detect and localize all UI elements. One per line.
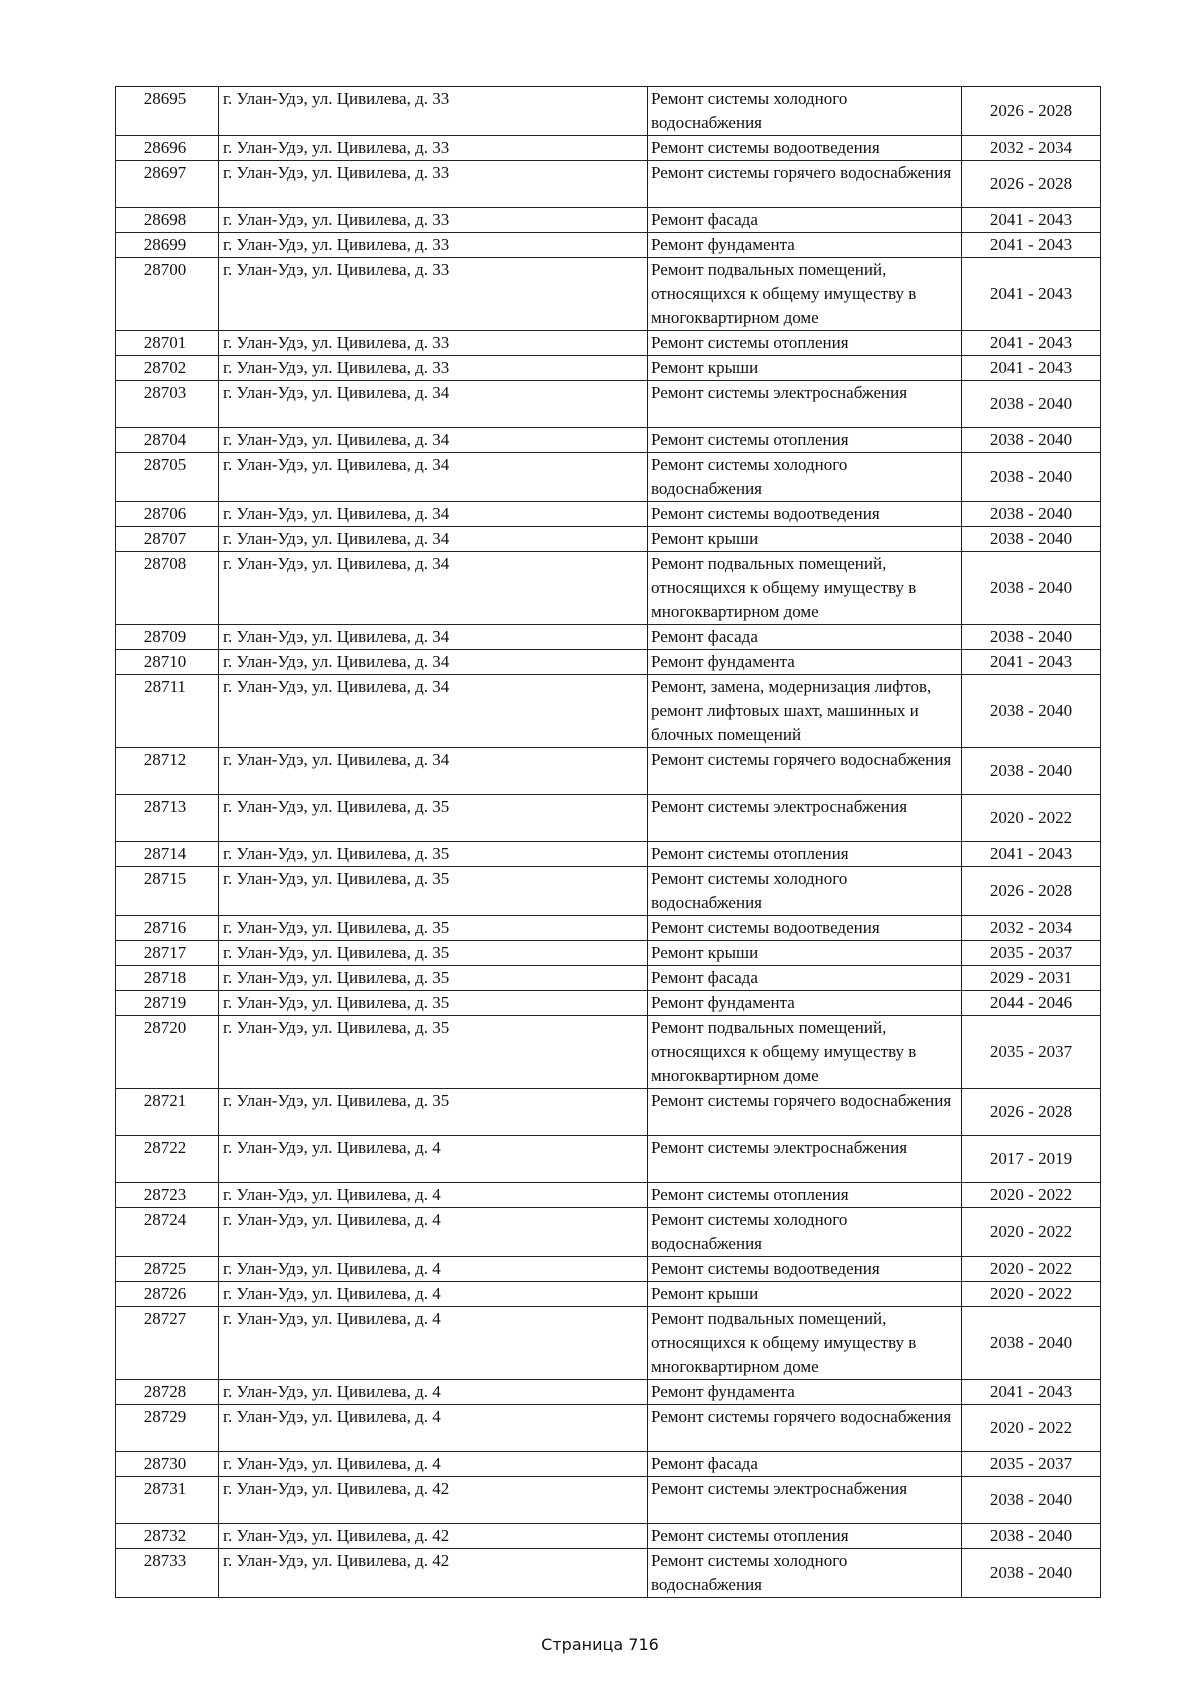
- table-row: [116, 1452, 1101, 1477]
- table-row: [116, 1136, 1101, 1183]
- row-period-cell: 2017 - 2019: [962, 1136, 1101, 1183]
- table-row: [116, 527, 1101, 552]
- row-id-cell: 28709: [116, 625, 219, 650]
- row-work-cell: Ремонт фасада: [648, 208, 962, 233]
- table-row: [116, 1549, 1101, 1598]
- row-period-cell: 2035 - 2037: [962, 1452, 1101, 1477]
- row-id-cell: 28695: [116, 87, 219, 136]
- row-id-cell: 28733: [116, 1549, 219, 1598]
- row-address-cell: г. Улан-Удэ, ул. Цивилева, д. 33: [219, 87, 648, 136]
- row-id-cell: 28703: [116, 381, 219, 428]
- table-row: [116, 1524, 1101, 1549]
- row-period-cell: 2020 - 2022: [962, 1257, 1101, 1282]
- row-work-cell: Ремонт системы отопления: [648, 331, 962, 356]
- row-period-cell: 2038 - 2040: [962, 748, 1101, 795]
- row-address-cell: г. Улан-Удэ, ул. Цивилева, д. 35: [219, 842, 648, 867]
- row-work-cell: Ремонт фасада: [648, 625, 962, 650]
- row-id-cell: 28714: [116, 842, 219, 867]
- row-address-cell: г. Улан-Удэ, ул. Цивилева, д. 4: [219, 1183, 648, 1208]
- row-id-cell: 28719: [116, 991, 219, 1016]
- row-period-cell: 2041 - 2043: [962, 356, 1101, 381]
- row-period-cell: 2026 - 2028: [962, 1089, 1101, 1136]
- row-period-cell: 2026 - 2028: [962, 867, 1101, 916]
- row-period-cell: 2038 - 2040: [962, 453, 1101, 502]
- row-work-cell: Ремонт системы электроснабжения: [648, 795, 962, 842]
- row-id-cell: 28726: [116, 1282, 219, 1307]
- row-work-cell: Ремонт крыши: [648, 356, 962, 381]
- table-row: [116, 331, 1101, 356]
- table-row: [116, 161, 1101, 208]
- row-period-cell: 2026 - 2028: [962, 87, 1101, 136]
- row-id-cell: 28697: [116, 161, 219, 208]
- row-address-cell: г. Улан-Удэ, ул. Цивилева, д. 34: [219, 527, 648, 552]
- row-work-cell: Ремонт фасада: [648, 1452, 962, 1477]
- row-period-cell: 2038 - 2040: [962, 428, 1101, 453]
- table-row: [116, 258, 1101, 331]
- page-number: Страница 716: [541, 1635, 659, 1654]
- table-row: [116, 966, 1101, 991]
- table-row: [116, 381, 1101, 428]
- table-row: [116, 748, 1101, 795]
- row-period-cell: 2041 - 2043: [962, 233, 1101, 258]
- row-id-cell: 28724: [116, 1208, 219, 1257]
- row-work-cell: Ремонт системы холодного водоснабжения: [648, 867, 962, 916]
- row-period-cell: 2038 - 2040: [962, 625, 1101, 650]
- row-period-cell: 2020 - 2022: [962, 1405, 1101, 1452]
- row-address-cell: г. Улан-Удэ, ул. Цивилева, д. 34: [219, 453, 648, 502]
- row-work-cell: Ремонт системы водоотведения: [648, 1257, 962, 1282]
- row-period-cell: 2032 - 2034: [962, 916, 1101, 941]
- row-period-cell: 2038 - 2040: [962, 675, 1101, 748]
- row-id-cell: 28720: [116, 1016, 219, 1089]
- row-work-cell: Ремонт подвальных помещений, относящихся к общему имуществу в многоквартирном доме: [648, 258, 962, 331]
- row-address-cell: г. Улан-Удэ, ул. Цивилева, д. 4: [219, 1452, 648, 1477]
- table-row: [116, 1208, 1101, 1257]
- row-address-cell: г. Улан-Удэ, ул. Цивилева, д. 4: [219, 1208, 648, 1257]
- row-work-cell: Ремонт системы водоотведения: [648, 502, 962, 527]
- row-work-cell: Ремонт системы отопления: [648, 1524, 962, 1549]
- row-address-cell: г. Улан-Удэ, ул. Цивилева, д. 35: [219, 867, 648, 916]
- table-row: [116, 502, 1101, 527]
- row-work-cell: Ремонт системы отопления: [648, 428, 962, 453]
- row-work-cell: Ремонт подвальных помещений, относящихся к общему имуществу в многоквартирном доме: [648, 1016, 962, 1089]
- row-work-cell: Ремонт системы холодного водоснабжения: [648, 1549, 962, 1598]
- table-row: [116, 991, 1101, 1016]
- row-address-cell: г. Улан-Удэ, ул. Цивилева, д. 4: [219, 1257, 648, 1282]
- row-address-cell: г. Улан-Удэ, ул. Цивилева, д. 33: [219, 331, 648, 356]
- table-row: [116, 842, 1101, 867]
- row-id-cell: 28702: [116, 356, 219, 381]
- row-period-cell: 2038 - 2040: [962, 1307, 1101, 1380]
- row-work-cell: Ремонт фасада: [648, 966, 962, 991]
- table-row: [116, 916, 1101, 941]
- row-address-cell: г. Улан-Удэ, ул. Цивилева, д. 34: [219, 675, 648, 748]
- row-address-cell: г. Улан-Удэ, ул. Цивилева, д. 33: [219, 208, 648, 233]
- row-period-cell: 2044 - 2046: [962, 991, 1101, 1016]
- row-address-cell: г. Улан-Удэ, ул. Цивилева, д. 33: [219, 258, 648, 331]
- row-id-cell: 28730: [116, 1452, 219, 1477]
- table-row: [116, 356, 1101, 381]
- row-id-cell: 28705: [116, 453, 219, 502]
- row-address-cell: г. Улан-Удэ, ул. Цивилева, д. 4: [219, 1307, 648, 1380]
- row-id-cell: 28715: [116, 867, 219, 916]
- row-period-cell: 2038 - 2040: [962, 502, 1101, 527]
- row-period-cell: 2038 - 2040: [962, 1477, 1101, 1524]
- row-address-cell: г. Улан-Удэ, ул. Цивилева, д. 35: [219, 966, 648, 991]
- row-period-cell: 2041 - 2043: [962, 650, 1101, 675]
- table-row: [116, 453, 1101, 502]
- row-id-cell: 28725: [116, 1257, 219, 1282]
- row-work-cell: Ремонт системы горячего водоснабжения: [648, 1089, 962, 1136]
- row-work-cell: Ремонт фундамента: [648, 1380, 962, 1405]
- row-period-cell: 2041 - 2043: [962, 842, 1101, 867]
- row-address-cell: г. Улан-Удэ, ул. Цивилева, д. 34: [219, 381, 648, 428]
- row-id-cell: 28706: [116, 502, 219, 527]
- row-work-cell: Ремонт системы водоотведения: [648, 136, 962, 161]
- row-period-cell: 2035 - 2037: [962, 941, 1101, 966]
- table-body: [116, 87, 1101, 1598]
- row-period-cell: 2029 - 2031: [962, 966, 1101, 991]
- row-period-cell: 2020 - 2022: [962, 795, 1101, 842]
- repair-schedule-table: [115, 86, 1101, 1598]
- row-address-cell: г. Улан-Удэ, ул. Цивилева, д. 33: [219, 136, 648, 161]
- row-work-cell: Ремонт крыши: [648, 941, 962, 966]
- row-work-cell: Ремонт системы холодного водоснабжения: [648, 1208, 962, 1257]
- row-id-cell: 28731: [116, 1477, 219, 1524]
- row-address-cell: г. Улан-Удэ, ул. Цивилева, д. 42: [219, 1524, 648, 1549]
- row-address-cell: г. Улан-Удэ, ул. Цивилева, д. 35: [219, 1089, 648, 1136]
- row-work-cell: Ремонт подвальных помещений, относящихся к общему имуществу в многоквартирном доме: [648, 552, 962, 625]
- table-row: [116, 208, 1101, 233]
- table-row: [116, 867, 1101, 916]
- row-work-cell: Ремонт системы электроснабжения: [648, 1136, 962, 1183]
- row-period-cell: 2038 - 2040: [962, 527, 1101, 552]
- table-row: [116, 136, 1101, 161]
- row-address-cell: г. Улан-Удэ, ул. Цивилева, д. 35: [219, 991, 648, 1016]
- row-id-cell: 28729: [116, 1405, 219, 1452]
- table-row: [116, 1405, 1101, 1452]
- table-row: [116, 1089, 1101, 1136]
- table-row: [116, 675, 1101, 748]
- row-work-cell: Ремонт подвальных помещений, относящихся к общему имуществу в многоквартирном доме: [648, 1307, 962, 1380]
- table-row: [116, 650, 1101, 675]
- row-id-cell: 28711: [116, 675, 219, 748]
- row-id-cell: 28696: [116, 136, 219, 161]
- row-id-cell: 28716: [116, 916, 219, 941]
- row-period-cell: 2041 - 2043: [962, 1380, 1101, 1405]
- row-id-cell: 28718: [116, 966, 219, 991]
- row-address-cell: г. Улан-Удэ, ул. Цивилева, д. 4: [219, 1282, 648, 1307]
- row-id-cell: 28708: [116, 552, 219, 625]
- row-address-cell: г. Улан-Удэ, ул. Цивилева, д. 34: [219, 650, 648, 675]
- row-period-cell: 2026 - 2028: [962, 161, 1101, 208]
- row-id-cell: 28717: [116, 941, 219, 966]
- row-address-cell: г. Улан-Удэ, ул. Цивилева, д. 34: [219, 428, 648, 453]
- row-address-cell: г. Улан-Удэ, ул. Цивилева, д. 35: [219, 795, 648, 842]
- table-row: [116, 795, 1101, 842]
- table-row: [116, 1477, 1101, 1524]
- row-period-cell: 2038 - 2040: [962, 381, 1101, 428]
- row-address-cell: г. Улан-Удэ, ул. Цивилева, д. 42: [219, 1477, 648, 1524]
- row-id-cell: 28701: [116, 331, 219, 356]
- row-address-cell: г. Улан-Удэ, ул. Цивилева, д. 34: [219, 552, 648, 625]
- row-period-cell: 2041 - 2043: [962, 331, 1101, 356]
- row-id-cell: 28721: [116, 1089, 219, 1136]
- row-id-cell: 28728: [116, 1380, 219, 1405]
- row-work-cell: Ремонт системы электроснабжения: [648, 1477, 962, 1524]
- row-work-cell: Ремонт системы горячего водоснабжения: [648, 161, 962, 208]
- row-work-cell: Ремонт системы водоотведения: [648, 916, 962, 941]
- row-address-cell: г. Улан-Удэ, ул. Цивилева, д. 4: [219, 1136, 648, 1183]
- row-address-cell: г. Улан-Удэ, ул. Цивилева, д. 34: [219, 748, 648, 795]
- row-address-cell: г. Улан-Удэ, ул. Цивилева, д. 34: [219, 502, 648, 527]
- table-row: [116, 1016, 1101, 1089]
- row-address-cell: г. Улан-Удэ, ул. Цивилева, д. 4: [219, 1380, 648, 1405]
- table-row: [116, 1307, 1101, 1380]
- row-work-cell: Ремонт, замена, модернизация лифтов, ремонт лифтовых шахт, машинных и блочных помещений: [648, 675, 962, 748]
- row-work-cell: Ремонт фундамента: [648, 991, 962, 1016]
- table-row: [116, 625, 1101, 650]
- row-id-cell: 28710: [116, 650, 219, 675]
- row-period-cell: 2020 - 2022: [962, 1282, 1101, 1307]
- row-work-cell: Ремонт системы горячего водоснабжения: [648, 1405, 962, 1452]
- row-work-cell: Ремонт системы горячего водоснабжения: [648, 748, 962, 795]
- table-row: [116, 941, 1101, 966]
- row-period-cell: 2020 - 2022: [962, 1208, 1101, 1257]
- row-period-cell: 2020 - 2022: [962, 1183, 1101, 1208]
- row-address-cell: г. Улан-Удэ, ул. Цивилева, д. 42: [219, 1549, 648, 1598]
- row-work-cell: Ремонт системы холодного водоснабжения: [648, 453, 962, 502]
- row-id-cell: 28712: [116, 748, 219, 795]
- row-id-cell: 28707: [116, 527, 219, 552]
- row-period-cell: 2038 - 2040: [962, 1549, 1101, 1598]
- table-row: [116, 428, 1101, 453]
- table-row: [116, 87, 1101, 136]
- row-address-cell: г. Улан-Удэ, ул. Цивилева, д. 33: [219, 356, 648, 381]
- table-row: [116, 552, 1101, 625]
- row-work-cell: Ремонт системы отопления: [648, 1183, 962, 1208]
- row-id-cell: 28713: [116, 795, 219, 842]
- row-address-cell: г. Улан-Удэ, ул. Цивилева, д. 35: [219, 916, 648, 941]
- row-work-cell: Ремонт системы отопления: [648, 842, 962, 867]
- row-id-cell: 28732: [116, 1524, 219, 1549]
- row-id-cell: 28722: [116, 1136, 219, 1183]
- row-address-cell: г. Улан-Удэ, ул. Цивилева, д. 34: [219, 625, 648, 650]
- row-address-cell: г. Улан-Удэ, ул. Цивилева, д. 35: [219, 941, 648, 966]
- row-id-cell: 28723: [116, 1183, 219, 1208]
- table-row: [116, 1183, 1101, 1208]
- row-id-cell: 28698: [116, 208, 219, 233]
- row-period-cell: 2035 - 2037: [962, 1016, 1101, 1089]
- row-work-cell: Ремонт крыши: [648, 1282, 962, 1307]
- row-id-cell: 28704: [116, 428, 219, 453]
- row-id-cell: 28699: [116, 233, 219, 258]
- row-address-cell: г. Улан-Удэ, ул. Цивилева, д. 33: [219, 161, 648, 208]
- row-period-cell: 2041 - 2043: [962, 208, 1101, 233]
- row-work-cell: Ремонт фундамента: [648, 233, 962, 258]
- table-row: [116, 1282, 1101, 1307]
- row-address-cell: г. Улан-Удэ, ул. Цивилева, д. 33: [219, 233, 648, 258]
- row-address-cell: г. Улан-Удэ, ул. Цивилева, д. 35: [219, 1016, 648, 1089]
- row-id-cell: 28700: [116, 258, 219, 331]
- table-row: [116, 1257, 1101, 1282]
- row-period-cell: 2038 - 2040: [962, 1524, 1101, 1549]
- row-id-cell: 28727: [116, 1307, 219, 1380]
- table-row: [116, 1380, 1101, 1405]
- row-period-cell: 2038 - 2040: [962, 552, 1101, 625]
- table-row: [116, 233, 1101, 258]
- row-address-cell: г. Улан-Удэ, ул. Цивилева, д. 4: [219, 1405, 648, 1452]
- row-period-cell: 2041 - 2043: [962, 258, 1101, 331]
- row-work-cell: Ремонт фундамента: [648, 650, 962, 675]
- row-work-cell: Ремонт крыши: [648, 527, 962, 552]
- row-work-cell: Ремонт системы электроснабжения: [648, 381, 962, 428]
- row-work-cell: Ремонт системы холодного водоснабжения: [648, 87, 962, 136]
- row-period-cell: 2032 - 2034: [962, 136, 1101, 161]
